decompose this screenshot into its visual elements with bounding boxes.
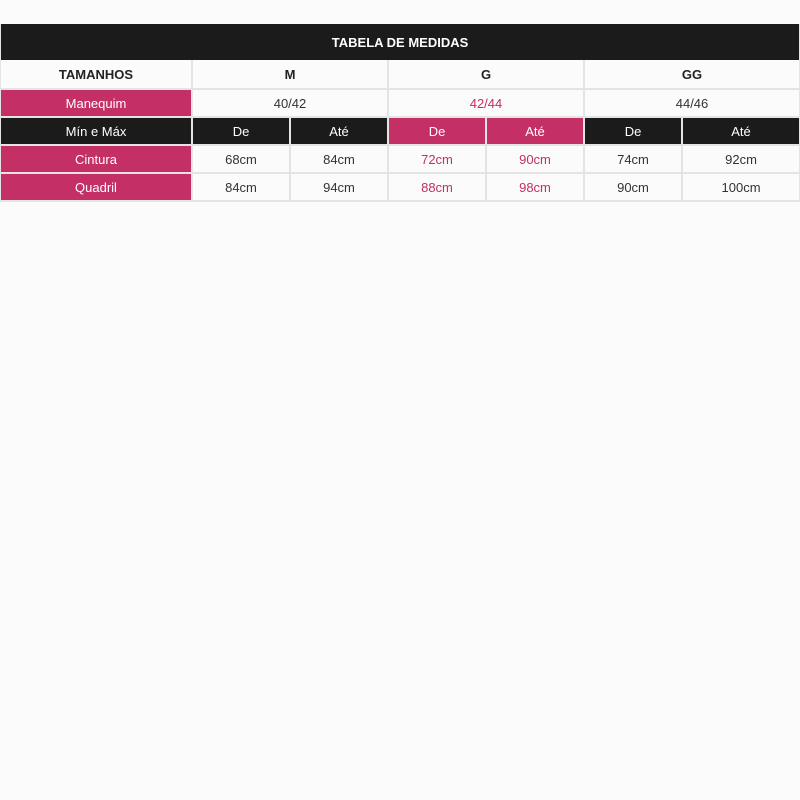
quadril-gg-to: 100cm xyxy=(683,174,800,202)
m-to-header: Até xyxy=(291,118,389,146)
m-from-header: De xyxy=(193,118,291,146)
quadril-gg-from: 90cm xyxy=(585,174,683,202)
table-title: TABELA DE MEDIDAS xyxy=(0,24,800,60)
manequim-row xyxy=(0,90,800,118)
cintura-g-from: 72cm xyxy=(389,146,487,174)
quadril-g-to: 98cm xyxy=(487,174,585,202)
quadril-g-from: 88cm xyxy=(389,174,487,202)
title-row xyxy=(0,24,800,60)
gg-to-header: Até xyxy=(683,118,800,146)
manequim-gg-value: 44/46 xyxy=(585,90,800,118)
quadril-m-from: 84cm xyxy=(193,174,291,202)
quadril-m-to: 94cm xyxy=(291,174,389,202)
table-row-quadril xyxy=(0,174,800,202)
cintura-g-to: 90cm xyxy=(487,146,585,174)
table-row-cintura xyxy=(0,146,800,174)
minmax-label: Mín e Máx xyxy=(0,118,193,146)
cintura-m-from: 68cm xyxy=(193,146,291,174)
g-to-header: Até xyxy=(487,118,585,146)
cintura-gg-from: 74cm xyxy=(585,146,683,174)
gg-from-header: De xyxy=(585,118,683,146)
sizes-row xyxy=(0,60,800,90)
size-m-header: M xyxy=(193,60,389,90)
minmax-row xyxy=(0,118,800,146)
size-gg-header: GG xyxy=(585,60,800,90)
quadril-label: Quadril xyxy=(0,174,193,202)
sizes-header-label: TAMANHOS xyxy=(0,60,193,90)
size-g-header: G xyxy=(389,60,585,90)
cintura-label: Cintura xyxy=(0,146,193,174)
manequim-label: Manequim xyxy=(0,90,193,118)
cintura-gg-to: 92cm xyxy=(683,146,800,174)
manequim-m-value: 40/42 xyxy=(193,90,389,118)
g-from-header: De xyxy=(389,118,487,146)
size-chart-table xyxy=(0,24,800,202)
manequim-g-value: 42/44 xyxy=(389,90,585,118)
cintura-m-to: 84cm xyxy=(291,146,389,174)
